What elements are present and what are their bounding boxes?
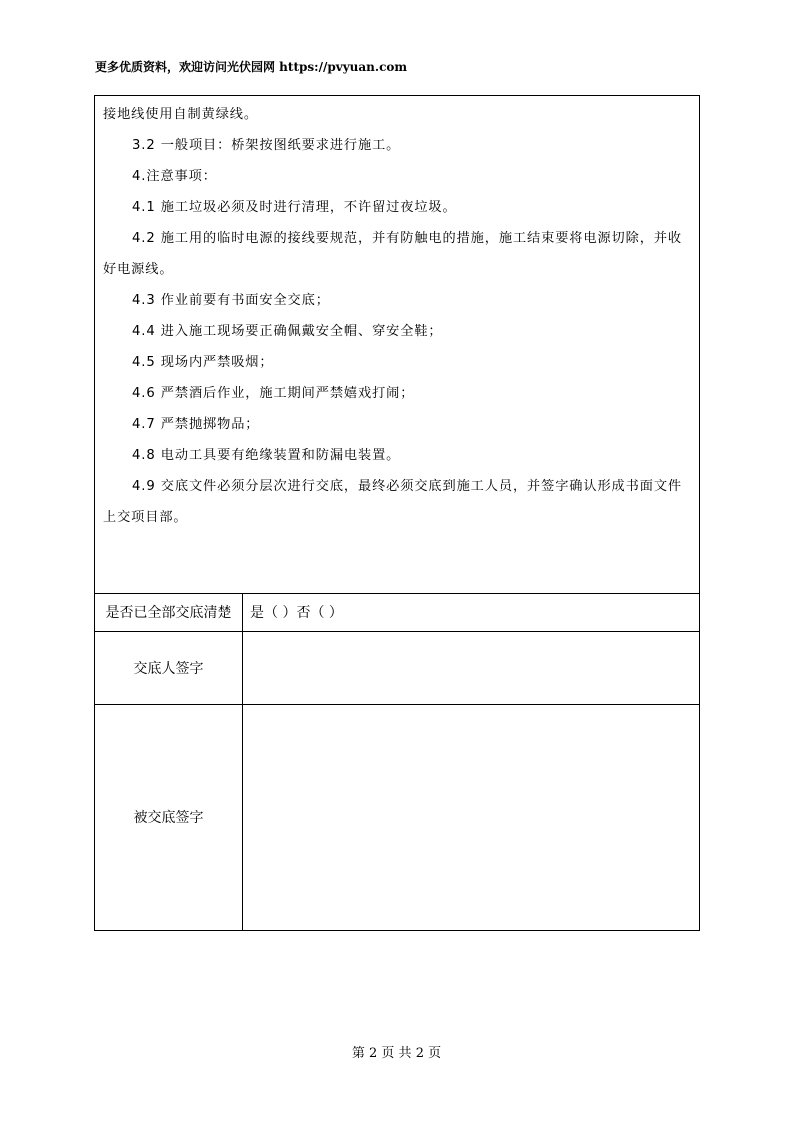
- disclosee-signature-label: 被交底签字: [133, 809, 204, 826]
- content-line: 4.4 进入施工现场要正确佩戴安全帽、穿安全鞋；: [132, 324, 443, 339]
- content-line: 接地线使用自制黄绿线。: [103, 107, 258, 122]
- discloser-signature-label: 交底人签字: [133, 660, 204, 677]
- content-line: 4.注意事项：: [132, 169, 217, 184]
- content-line: 4.7 严禁抛掷物品；: [132, 417, 260, 432]
- disclosee-signature-field[interactable]: [243, 704, 699, 929]
- content-area: [95, 96, 699, 593]
- content-line: 4.1 施工垃圾必须及时进行清理，不许留过夜垃圾。: [132, 200, 457, 215]
- content-line: 4.2 施工用的临时电源的接线要规范，并有防触电的措施，施工结束要将电源切除，并收好电源线。: [103, 231, 682, 277]
- page-header: 更多优质资料，欢迎访问光伏园网 https://pvyuan.com: [95, 60, 408, 74]
- content-line: 4.5 现场内严禁吸烟；: [132, 355, 274, 370]
- disclosure-complete-value: 是（ ）否（ ）: [250, 605, 343, 621]
- content-line: 3.2 一般项目：桥架按图纸要求进行施工。: [132, 138, 401, 153]
- page-number: 第 2 页 共 2 页: [351, 1046, 442, 1061]
- content-line: 4.3 作业前要有书面安全交底；: [132, 293, 330, 308]
- content-line: 4.6 严禁酒后作业，施工期间严禁嬉戏打闹；: [132, 386, 415, 401]
- content-line: 4.9 交底文件必须分层次进行交底，最终必须交底到施工人员，并签字确认形成书面文件上交项目部。: [103, 479, 682, 525]
- discloser-signature-field[interactable]: [243, 631, 699, 704]
- disclosure-complete-label: 是否已全部交底清楚: [105, 605, 232, 621]
- disclosure-table: [94, 95, 700, 931]
- content-line: 4.8 电动工具要有绝缘装置和防漏电装置。: [132, 448, 401, 463]
